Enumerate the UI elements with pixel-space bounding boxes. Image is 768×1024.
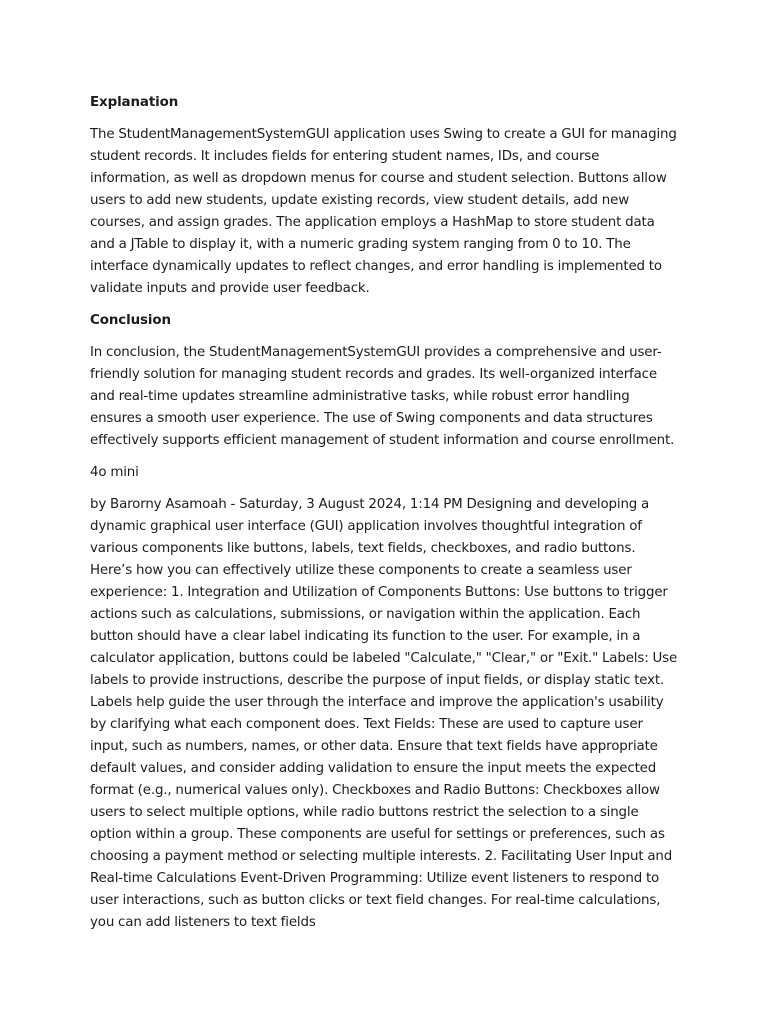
conclusion-heading: Conclusion	[90, 313, 171, 328]
explanation-heading: Explanation	[90, 95, 179, 110]
forum-post-paragraph: by Barorny Asamoah - Saturday, 3 August 2024, 1:14 PM Designing and developing a dynamic graphical user interface (GUI) application involves thoughtful integration of various components like buttons, labels, text fields, checkboxes, and radio buttons. Here’s how you can effectively utilize these components to create a seamless user experience: 1. Integration and Utilization of Components Buttons: Use buttons to trigger actions such as calculations, submissions, or navigation within the application. Each button should have a clear label indicating its function to the user. For example, in a calculator application, buttons could be labeled "Calculate," "Clear," or "Exit." Labels: Use labels to provide instructions, describe the purpose of input fields, or display static text. Labels help guide the user through the interface and improve the application's usability by clarifying what each component does. Text Fields: These are used to capture user input, such as numbers, names, or other data. Ensure that text fields have appropriate default values, and consider adding validation to ensure the input meets the expected format (e.g., numerical values only). Checkboxes and Radio Buttons: Checkboxes allow users to select multiple options, while radio buttons restrict the selection to a single option within a group. These components are useful for settings or preferences, such as choosing a payment method or selecting multiple interests. 2. Facilitating User Input and Real-time Calculations Event-Driven Programming: Utilize event listeners to respond to user interactions, such as button clicks or text field changes. For real-time calculations, you can add listeners to text fields	[90, 497, 678, 930]
conclusion-paragraph: In conclusion, the StudentManagementSystemGUI provides a comprehensive and user-friendly solution for managing student records and grades. Its well-organized interface and real-time updates streamline administrative tasks, while robust error handling ensures a smooth user experience. The use of Swing components and data structures effectively supports efficient management of student information and course enrollment.	[90, 345, 675, 448]
explanation-paragraph: The StudentManagementSystemGUI application uses Swing to create a GUI for managing student records. It includes fields for entering student names, IDs, and course information, as well as dropdown menus for course and student selection. Buttons allow users to add new students, update existing records, view student details, add new courses, and assign grades. The application employs a HashMap to store student data and a JTable to display it, with a numeric grading system ranging from 0 to 10. The interface dynamically updates to reflect changes, and error handling is implemented to validate inputs and provide user feedback.	[90, 127, 677, 296]
model-label: 4o mini	[90, 465, 139, 480]
